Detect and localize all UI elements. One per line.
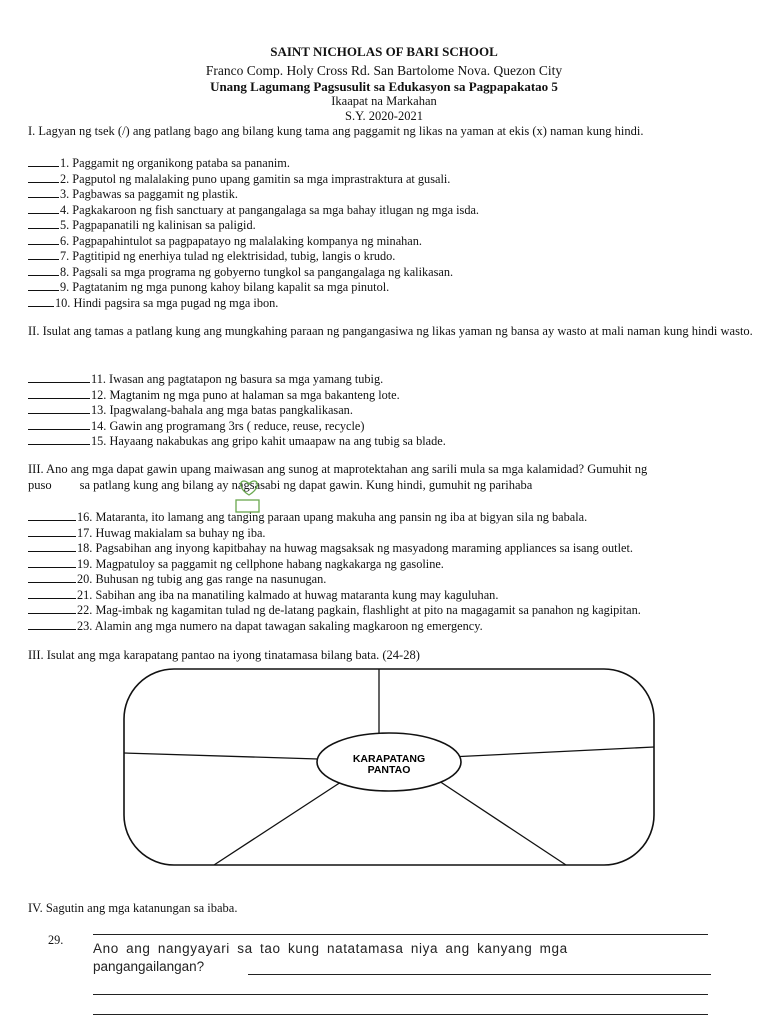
list-item: 3. Pagbawas sa paggamit ng plastik.: [28, 186, 760, 202]
answer-blank[interactable]: [28, 171, 59, 183]
list-item: 18. Pagsabihan ang inyong kapitbahay na huwag magsaksak ng masyadong maraming appliances sa isang outlet.: [28, 540, 760, 556]
list-item: 4. Pagkakaroon ng fish sanctuary at pangangalaga sa mga bahay itlugan ng mga isda.: [28, 202, 760, 218]
answer-blank[interactable]: [28, 248, 59, 260]
answer-blank[interactable]: [28, 571, 76, 583]
answer-blank[interactable]: [28, 279, 59, 291]
answer-line[interactable]: [93, 934, 708, 935]
answer-line[interactable]: [93, 1014, 708, 1015]
list-item: 19. Magpatuloy sa paggamit ng cellphone habang nagkakarga ng gasoline.: [28, 556, 760, 572]
diagram-spoke: [450, 747, 654, 757]
school-name: SAINT NICHOLAS OF BARI SCHOOL: [270, 44, 498, 59]
answer-blank[interactable]: [28, 556, 76, 568]
part2-instruction: II. Isulat ang tamas a patlang kung ang mungkahing paraan ng pangangasiwa ng likas yaman ng bansa ay wasto at mali naman kung hindi wasto.: [28, 324, 753, 338]
quarter-label: Ikaapat na Markahan: [331, 94, 437, 108]
list-item: 21. Sabihan ang iba na manatiling kalmado at huwag mataranta kung may kaguluhan.: [28, 587, 760, 603]
answer-line[interactable]: [93, 994, 708, 995]
answer-blank[interactable]: [28, 202, 59, 214]
part3-instruction-line1: III. Ano ang mga dapat gawin upang maiwasan ang sunog at maprotektahan ang sarili mula sa mga kalamidad? Gumuhit ng: [28, 462, 648, 476]
question-text-line1: Ano ang nangyayari sa tao kung natatamasa niya ang kanyang mga: [93, 941, 568, 956]
part4-instruction: III. Isulat ang mga karapatang pantao na iyong tinatamasa bilang bata. (24-28): [28, 648, 420, 662]
answer-blank[interactable]: [28, 509, 76, 521]
list-item: 17. Huwag makialam sa buhay ng iba.: [28, 525, 760, 541]
answer-blank[interactable]: [28, 217, 59, 229]
rights-diagram: [118, 665, 663, 870]
answer-blank[interactable]: [28, 186, 59, 198]
answer-blank[interactable]: [28, 233, 59, 245]
list-item: 23. Alamin ang mga numero na dapat tawagan sakaling magkaroon ng emergency.: [28, 618, 760, 634]
list-item: 22. Mag-imbak ng kagamitan tulad ng de-latang pagkain, flashlight at pito na magagamit sa panahon ng kagipitan.: [28, 602, 760, 618]
school-address: Franco Comp. Holy Cross Rd. San Bartolome Nova. Quezon City: [205, 63, 563, 78]
list-item: 2. Pagputol ng malalaking puno upang gamitin sa mga imprastraktura at gusali.: [28, 171, 760, 187]
answer-blank[interactable]: [28, 371, 90, 383]
part1-instruction: I. Lagyan ng tsek (/) ang patlang bago ang bilang kung tama ang paggamit ng likas na yaman at ekis (x) naman kung hindi.: [28, 124, 644, 138]
list-item: 13. Ipagwalang-bahala ang mga batas pangkalikasan.: [28, 402, 760, 418]
diagram-spoke: [214, 782, 341, 865]
list-item: 15. Hayaang nakabukas ang gripo kahit umaapaw na ang tubig sa blade.: [28, 433, 760, 449]
answer-blank[interactable]: [28, 418, 90, 430]
diagram-spoke: [436, 779, 566, 865]
heart-icon: [241, 481, 258, 495]
list-item: 12. Magtanim ng mga puno at halaman sa mga bakanteng lote.: [28, 387, 760, 403]
part3-instruction-line2: puso sa patlang kung ang bilang ay nagsasabi ng dapat gawin. Kung hindi, gumuhit ng parihaba: [28, 478, 533, 492]
question-text-line2: pangangailangan?: [93, 959, 205, 974]
answer-blank[interactable]: [28, 525, 76, 537]
answer-blank[interactable]: [28, 295, 54, 307]
exam-title: Unang Lagumang Pagsusulit sa Edukasyon sa Pagpapakatao 5: [210, 79, 558, 94]
question-number: 29.: [48, 933, 64, 947]
answer-line[interactable]: [248, 974, 711, 975]
answer-blank[interactable]: [28, 602, 76, 614]
answer-blank[interactable]: [28, 618, 76, 630]
list-item: 8. Pagsali sa mga programa ng gobyerno tungkol sa pangangalaga ng kalikasan.: [28, 264, 760, 280]
answer-blank[interactable]: [28, 540, 76, 552]
answer-blank[interactable]: [28, 155, 59, 167]
list-item: 11. Iwasan ang pagtatapon ng basura sa mga yamang tubig.: [28, 371, 760, 387]
school-year: S.Y. 2020-2021: [345, 109, 423, 123]
answer-blank[interactable]: [28, 433, 90, 445]
list-item: 14. Gawin ang programang 3rs ( reduce, reuse, recycle): [28, 418, 760, 434]
list-item: 5. Pagpapanatili ng kalinisan sa paligid.: [28, 217, 760, 233]
list-item: 7. Pagtitipid ng enerhiya tulad ng elektrisidad, tubig, langis o krudo.: [28, 248, 760, 264]
answer-blank[interactable]: [28, 587, 76, 599]
list-item: 20. Buhusan ng tubig ang gas range na nasunugan.: [28, 571, 760, 587]
list-item: 9. Pagtatanim ng mga punong kahoy bilang kapalit sa mga pinutol.: [28, 279, 760, 295]
list-item: 6. Pagpapahintulot sa pagpapatayo ng malalaking kompanya ng minahan.: [28, 233, 760, 249]
answer-blank[interactable]: [28, 387, 90, 399]
list-item: 1. Paggamit ng organikong pataba sa pananim.: [28, 155, 760, 171]
center-label-2: PANTAO: [367, 764, 411, 776]
part5-instruction: IV. Sagutin ang mga katanungan sa ibaba.: [28, 901, 238, 915]
list-item: 16. Mataranta, ito lamang ang tanging paraan upang makuha ang pansin ng iba at bigyan sila ng babala.: [28, 509, 760, 525]
center-label-1: KARAPATANG: [352, 753, 426, 765]
list-item: 10. Hindi pagsira sa mga pugad ng mga ibon.: [28, 295, 760, 311]
answer-blank[interactable]: [28, 264, 59, 276]
answer-blank[interactable]: [28, 402, 90, 414]
diagram-spoke: [124, 753, 318, 759]
